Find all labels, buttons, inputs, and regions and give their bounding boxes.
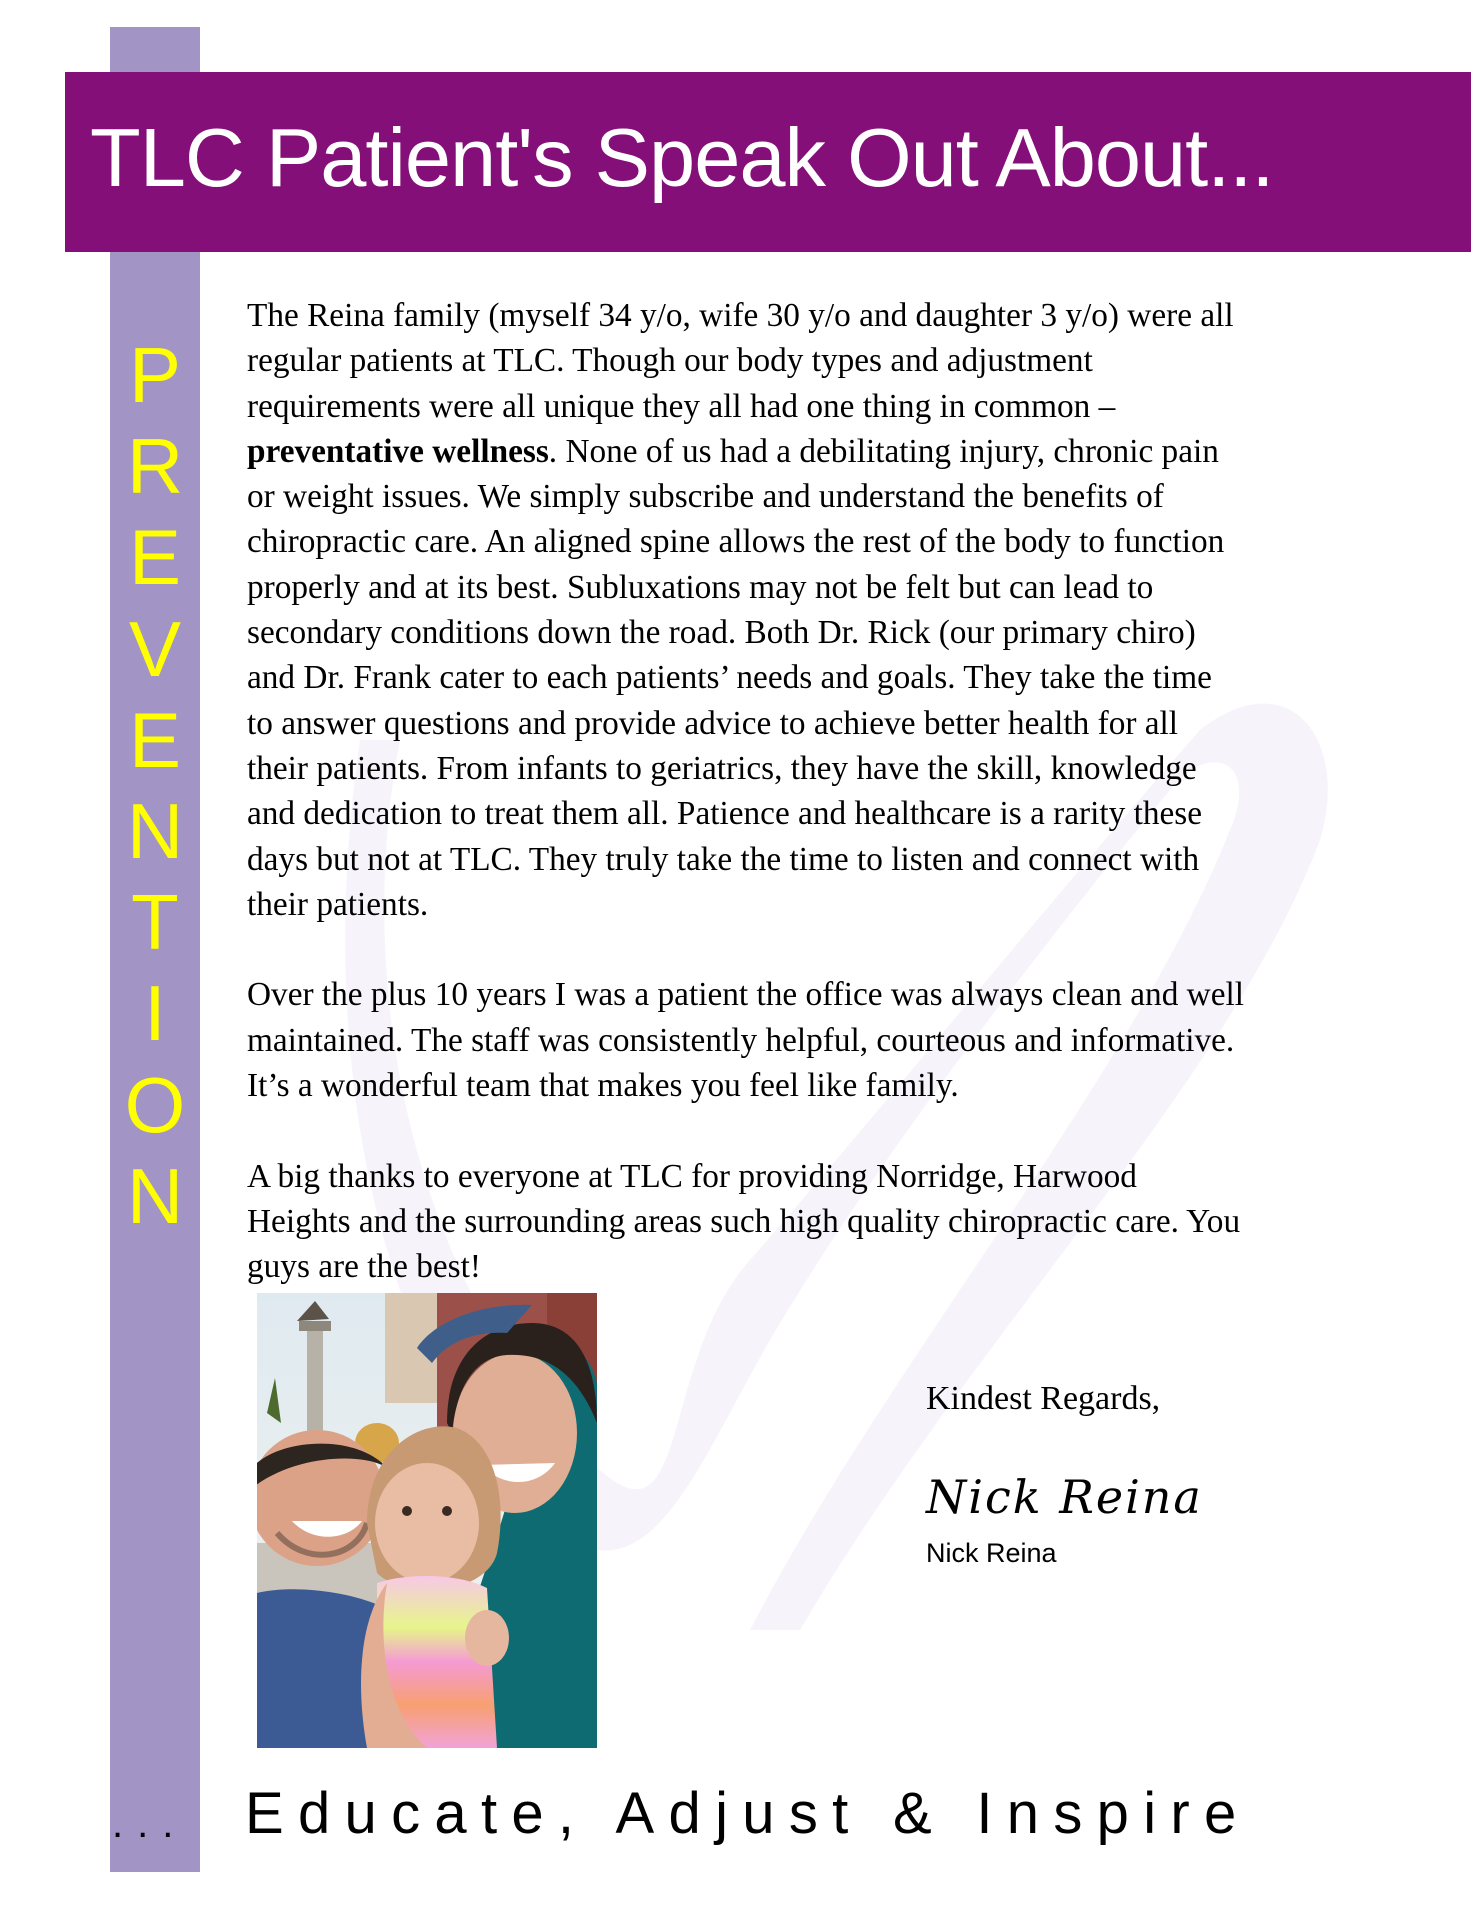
vertical-letter: E [128, 695, 182, 784]
testimonial-body [247, 293, 1407, 1335]
text-line: their patients. [247, 885, 429, 923]
footer-tagline: Educate, Adjust & Inspire [245, 1781, 1251, 1846]
text-line: regular patients at TLC. Though our body types and adjustment [247, 342, 1093, 380]
text-line: Over the plus 10 years I was a patient the office was always clean and well [247, 976, 1245, 1014]
printed-name: Nick Reina [926, 1538, 1057, 1568]
text-line: and Dr. Frank cater to each patients’ needs and goals. They take the time [247, 659, 1212, 697]
text-line: chiropractic care. An aligned spine allows the rest of the body to function [247, 523, 1225, 561]
vertical-letter: V [128, 604, 182, 693]
vertical-letter: N [126, 1151, 184, 1240]
text-line: requirements were all unique they all had one thing in common – [247, 387, 1116, 425]
vertical-letter: I [144, 969, 166, 1058]
text-line: to answer questions and provide advice to achieve better health for all [247, 704, 1179, 742]
vertical-prevention-label [110, 330, 200, 1242]
closing-text: Kindest Regards, [926, 1380, 1161, 1417]
footer-ellipsis: ... [112, 1802, 188, 1846]
emphasis-text: preventative wellness [247, 432, 549, 470]
family-photo-illustration [257, 1293, 597, 1748]
text-line: and dedication to treat them all. Patience and healthcare is a rarity these [247, 795, 1203, 833]
page-title: TLC Patient's Speak Out About... [90, 111, 1274, 204]
text-line: A big thanks to everyone at TLC for providing Norridge, Harwood [247, 1157, 1137, 1195]
signature-block [926, 1380, 1203, 1569]
family-photo [257, 1293, 597, 1748]
text-line [247, 429, 1407, 474]
text-segment: . None of us had a debilitating injury, chronic pain [548, 432, 1219, 470]
text-line: Heights and the surrounding areas such high quality chiropractic care. You [247, 1202, 1241, 1240]
handwritten-signature: Nick Reina [926, 1470, 1203, 1524]
text-line: properly and at its best. Subluxations may not be felt but can lead to [247, 568, 1154, 606]
text-line: maintained. The staff was consistently helpful, courteous and informative. [247, 1021, 1235, 1059]
testimonial-paragraph-1 [247, 293, 1407, 927]
vertical-letter: T [131, 878, 179, 967]
text-line: or weight issues. We simply subscribe and understand the benefits of [247, 478, 1164, 516]
vertical-letter: P [128, 331, 182, 419]
testimonial-paragraph-3 [247, 1154, 1407, 1290]
vertical-letter: R [126, 422, 184, 511]
text-line: days but not at TLC. They truly take the time to listen and connect with [247, 840, 1200, 878]
text-line: secondary conditions down the road. Both Dr. Rick (our primary chiro) [247, 614, 1196, 652]
testimonial-paragraph-2 [247, 972, 1407, 1108]
text-line: It’s a wonderful team that makes you feel like family. [247, 1067, 959, 1105]
text-line: guys are the best! [247, 1248, 481, 1286]
text-line: The Reina family (myself 34 y/o, wife 30 y/o and daughter 3 y/o) were all [247, 297, 1234, 334]
vertical-letter: E [128, 513, 182, 602]
page-header-banner [65, 72, 1471, 252]
vertical-letter: N [126, 786, 184, 875]
vertical-letter: O [124, 1060, 186, 1149]
text-line: their patients. From infants to geriatrics, they have the skill, knowledge [247, 749, 1197, 787]
